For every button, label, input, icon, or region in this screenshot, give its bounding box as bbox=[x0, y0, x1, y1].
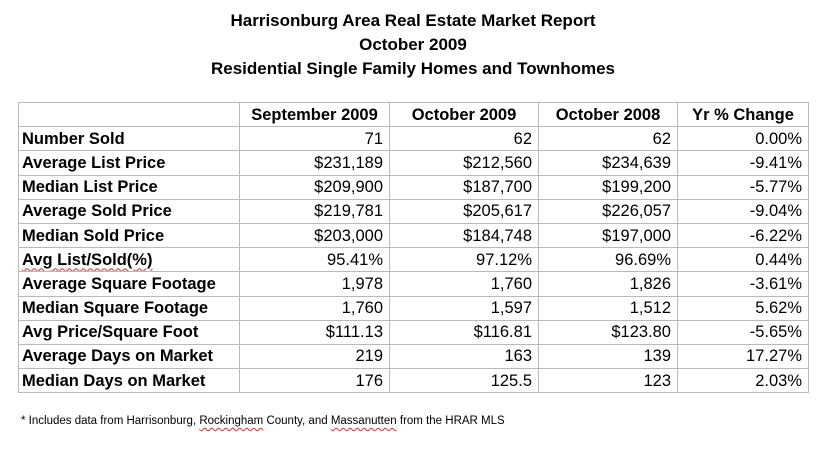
table-cell: 0.00% bbox=[678, 127, 809, 151]
table-cell: $205,617 bbox=[390, 199, 539, 223]
table-cell: $116.81 bbox=[390, 320, 539, 344]
table-row bbox=[19, 369, 809, 393]
table-cell: 97.12% bbox=[390, 248, 539, 272]
column-header-metric bbox=[19, 103, 240, 127]
row-label: Median List Price bbox=[19, 175, 240, 199]
table-cell: 1,760 bbox=[390, 272, 539, 296]
table-cell: $203,000 bbox=[240, 223, 390, 247]
table-cell: $197,000 bbox=[539, 223, 678, 247]
table-cell: $212,560 bbox=[390, 151, 539, 175]
table-cell: -9.41% bbox=[678, 151, 809, 175]
table-row bbox=[19, 151, 809, 175]
table-cell: $123.80 bbox=[539, 320, 678, 344]
table-cell: $209,900 bbox=[240, 175, 390, 199]
row-label: Average Sold Price bbox=[19, 199, 240, 223]
table-cell: 95.41% bbox=[240, 248, 390, 272]
table-row bbox=[19, 223, 809, 247]
table-cell: 1,978 bbox=[240, 272, 390, 296]
table-cell: 71 bbox=[240, 127, 390, 151]
table-cell: 1,760 bbox=[240, 296, 390, 320]
table-cell: $199,200 bbox=[539, 175, 678, 199]
row-label: Median Square Footage bbox=[19, 296, 240, 320]
report-period: October 2009 bbox=[359, 35, 467, 54]
table-row bbox=[19, 127, 809, 151]
table-header-row bbox=[19, 103, 809, 127]
table-cell: 125.5 bbox=[390, 369, 539, 393]
row-label: Median Sold Price bbox=[19, 223, 240, 247]
table-cell: -6.22% bbox=[678, 223, 809, 247]
table-row bbox=[19, 344, 809, 368]
row-label: Median Days on Market bbox=[19, 369, 240, 393]
table-row bbox=[19, 296, 809, 320]
row-label-text: Avg List/Sold(%) bbox=[22, 250, 153, 269]
table-row bbox=[19, 320, 809, 344]
footnote-suffix: from the HRAR MLS bbox=[396, 415, 505, 427]
footnote-place: Massanutten bbox=[330, 415, 397, 427]
table-cell: 5.62% bbox=[678, 296, 809, 320]
table-cell: 62 bbox=[539, 127, 678, 151]
table-cell: 123 bbox=[539, 369, 678, 393]
table-cell: -5.65% bbox=[678, 320, 809, 344]
column-header-october-2009: October 2009 bbox=[390, 103, 539, 127]
table-row bbox=[19, 199, 809, 223]
row-label: Average Days on Market bbox=[19, 344, 240, 368]
column-header-october-2008: October 2008 bbox=[539, 103, 678, 127]
table-cell: 1,826 bbox=[539, 272, 678, 296]
table-cell: 2.03% bbox=[678, 369, 809, 393]
table-cell: $187,700 bbox=[390, 175, 539, 199]
row-label: Avg Price/Square Foot bbox=[19, 320, 240, 344]
footnote-county: Rockingham bbox=[199, 415, 264, 427]
row-label bbox=[19, 248, 240, 272]
table-cell: $231,189 bbox=[240, 151, 390, 175]
table-cell: 1,597 bbox=[390, 296, 539, 320]
row-label: Average Square Footage bbox=[19, 272, 240, 296]
table-cell: 62 bbox=[390, 127, 539, 151]
table-cell: 0.44% bbox=[678, 248, 809, 272]
table-cell: 1,512 bbox=[539, 296, 678, 320]
table-cell: 96.69% bbox=[539, 248, 678, 272]
footnote-middle: County, and bbox=[263, 415, 331, 427]
footnote bbox=[21, 415, 505, 427]
table-cell: $226,057 bbox=[539, 199, 678, 223]
column-header-september-2009: September 2009 bbox=[240, 103, 390, 127]
report-subtitle: Residential Single Family Homes and Townhomes bbox=[211, 59, 615, 78]
row-label: Average List Price bbox=[19, 151, 240, 175]
row-label: Number Sold bbox=[19, 127, 240, 151]
table-cell: $219,781 bbox=[240, 199, 390, 223]
column-header-yr-change: Yr % Change bbox=[678, 103, 809, 127]
report-title: Harrisonburg Area Real Estate Market Report bbox=[230, 11, 596, 30]
table-cell: 163 bbox=[390, 344, 539, 368]
table-cell: $234,639 bbox=[539, 151, 678, 175]
table-row bbox=[19, 248, 809, 272]
table-cell: 139 bbox=[539, 344, 678, 368]
table-cell: $184,748 bbox=[390, 223, 539, 247]
market-report-table bbox=[18, 102, 809, 393]
table-cell: 219 bbox=[240, 344, 390, 368]
table-cell: -3.61% bbox=[678, 272, 809, 296]
table-cell: -9.04% bbox=[678, 199, 809, 223]
table-cell: 17.27% bbox=[678, 344, 809, 368]
table-cell: 176 bbox=[240, 369, 390, 393]
table-cell: $111.13 bbox=[240, 320, 390, 344]
table-row bbox=[19, 175, 809, 199]
table-cell: -5.77% bbox=[678, 175, 809, 199]
report-title-block bbox=[0, 9, 826, 81]
table-row bbox=[19, 272, 809, 296]
footnote-prefix: * Includes data from Harrisonburg, bbox=[21, 415, 200, 427]
